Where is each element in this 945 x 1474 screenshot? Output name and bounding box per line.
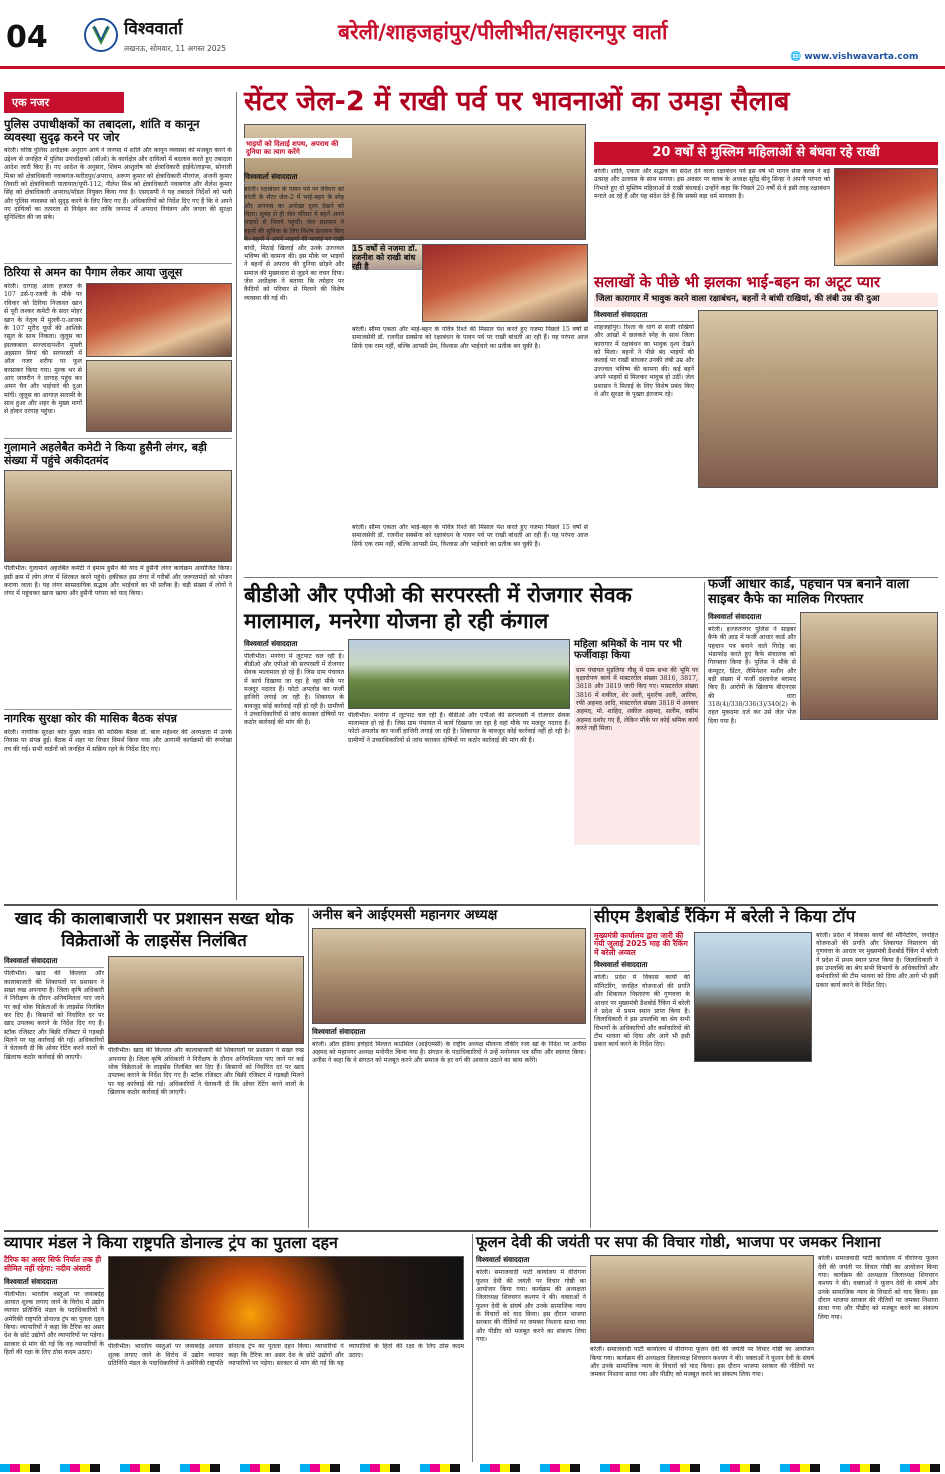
bdo-body: पीलीभीत। मनरेगा में लूटपाट चल रही है। बीडीओ और एपीओ की सरपरस्ती में रोजगार सेवक मालामाल हो रहे हैं। जिस ग्राम पंचायत में कार्य दिखाया जा रहा है वहां मौके पर मजदूर नदारद हैं। फोटो अपलोड कर फर्जी हाजिरी लगाई जा रही है। शिकायत के बावजूद कोई कार्रवाई नहीं हो रही है। ग्रामीणों ने उच्चाधिकारियों से जांच कराकर दोषियों पर कठोर कार्रवाई की मांग की है। [244,652,344,727]
lead-bottom-text: बरेली। सौम्य एकता और भाई-बहन के पवित्र रिश्ते की मिसाल पेश करते हुए नजमा पिछले 15 वर्षों से समाजसेवी डॉ. रजनीश सक्सेना को रक्षाबंधन के पावन पर्व पर राखी बांधती आ रही हैं। यह परंपरा आज सिर्फ एक रस्म नहीं, बल्कि आपसी प्रेम, विश्वास और भाईचारे का प्रतीक बन चुकी है। [352,524,588,548]
logo-v-icon [86,20,116,50]
aadhaar-photo [800,612,938,720]
bdo-side-body: ग्राम पंचायत मुड़लिया गौसू में ग्राम सभा की भूमि पर वृक्षारोपण कार्य में मास्टररोल संख्या 3816, 3817, 3818 और 3819 जारी किए गए। मास्टररोल संख्या 3816 में शकील, शेर अली, मुशर्रफ अली, आरिफ, रफी अहमद आदि, मास्टररोल संख्या 3818 में अनवार अहमद, मो. शाहिद, शकील अहमद, सलीम, वसीम अहमद दर्शाए गए हैं, लेकिन मौके पर कोई श्रमिक कार्य करते नहीं मिला। [574,665,700,845]
fertilizer-body-cont: पीलीभीत। खाद की किल्लत और कालाबाजारी की शिकायतों पर प्रशासन ने सख्त रुख अपनाया है। जिला कृषि अधिकारी ने निरीक्षण के दौरान अनियमितता पाए जाने पर कई थोक विक्रेताओं के लाइसेंस निलंबित कर दिए हैं। किसानों को निर्धारित दर पर खाद उपलब्ध कराने के निर्देश दिए गए हैं। स्टॉक रजिस्टर और बिक्री रजिस्टर में गड़बड़ी मिलने पर यह कार्रवाई की गई। अधिकारियों ने चेतावनी दी कि ओवर रेटिंग करने वालों के खिलाफ कठोर कार्रवाई की जाएगी। [108,1047,304,1096]
cm-dashboard-headline: सीएम डैशबोर्ड रैंकिंग में बरेली ने किया टॉप [594,907,856,927]
cm-dashboard-byline: विश्ववार्ता संवाददाता [594,960,690,972]
rajneesh-headline: 15 वर्षों से नजमा डॉ. रजनीश को राखी बांध रही है [352,244,418,272]
story4-body: बरेली। नागरिक सुरक्षा कोर मुख्य वार्डन की मासिक बैठक डॉ. बाल महेश्वर की अध्यक्षता में उनके निवास पर संपन्न हुई। बैठक में शहर पर विचार विमर्श किया गया और आगामी कार्यक्रमों की रूपरेखा तय की गई। सभी वार्डनों को जनहित में सक्रिय रहने के निर्देश दिए गए। [4,729,232,753]
story3-body: पीलीभीत। गुलामाने अहलेबैत कमेटी ने इमाम हुसैन की याद में हुसैनी लंगर कार्यक्रम आयोजित किया। इसी क्रम में लोग लंगर में शिरकत करने पहुंचे। हकीकत इस लंगर में गरीबों और जरूरतमंदों को भोजन कराया जाता है। यह लंगर साम्प्रदायिक सद्भाव और भाईचारे का भी प्रतीक है। बड़ी संख्या में लोगों ने लंगर में पहुंचकर खाना खाया और हुसैनी परंपरा को याद किया। [4,565,232,598]
fertilizer-story [4,908,304,1228]
section-title: बरेली/शाहजहांपुर/पीलीभीत/सहारनपुर वार्ता [338,20,668,44]
left-column [4,92,232,900]
lead-body: बरेली। रक्षाबंधन के पावन पर्व पर रविवार को बरेली के सेंटर जेल-2 में भाई-बहन के स्नेह और अपनत्व का अनोखा दृश्य देखने को मिला। सुबह से ही जेल परिसर में बहनें अपने भाइयों से मिलने पहुंचीं। जेल प्रशासन ने बहनों की सुविधा के लिए विशेष इंतजाम किए थे। बहनों ने अपने भाइयों की कलाई पर राखी बांधी, मिठाई खिलाई और उनके उज्ज्वल भविष्य की कामना की। इस मौके पर भाइयों ने बहनों से अपराध की दुनिया छोड़ने और समाज की मुख्यधारा से जुड़ने का वचन दिया। जेल अधीक्षक ने बताया कि त्योहार पर कैदियों को परिवार से मिलाने की विशेष व्यवस्था की गई थी। [244,186,344,302]
rajneesh-body: बरेली। सौम्य एकता और भाई-बहन के पवित्र रिश्ते की मिसाल पेश करते हुए नजमा पिछले 15 वर्षों से समाजसेवी डॉ. रजनीश सक्सेना को रक्षाबंधन के पावन पर्व पर राखी बांधती आ रही हैं। यह परंपरा आज सिर्फ एक रस्म नहीं, बल्कि आपसी प्रेम, विश्वास और भाईचारे का प्रतीक बन चुकी है। [352,326,588,350]
bdo-byline: विश्ववार्ता संवाददाता [244,639,344,651]
phoolan-body-col3: बरेली। समाजवादी पार्टी कार्यालय में वीरांगना फूलन देवी की जयंती पर विचार गोष्ठी का आयोजन किया गया। कार्यक्रम की अध्यक्षता जिलाध्यक्ष शिवचरन कश्यप ने की। वक्ताओं ने फूलन देवी के संघर्ष और उनके सामाजिक न्याय के विचारों को याद किया। इस दौरान भाजपा सरकार की नीतियों पर जमकर निशाना साधा गया और पीडीए को मजबूत करने का संकल्प लिया गया। [818,1255,938,1321]
effigy-photo [108,1256,464,1340]
page-number: 04 [6,20,48,55]
muslim-sisters-headline: 20 वर्षों से मुस्लिम महिलाओं से बंधवा रहे राखी [594,142,938,165]
imc-story [312,908,586,1228]
cm-dashboard-body-cont: बरेली। प्रदेश में विकास कार्यों की मॉनिटरिंग, जनहित योजनाओं की प्रगति और शिकायत निस्तारण की गुणवत्ता के आधार पर मुख्यमंत्री डैशबोर्ड रैंकिंग में बरेली ने प्रदेश में प्रथम स्थान प्राप्त किया है। जिलाधिकारी ने इस उपलब्धि का श्रेय सभी विभागों के अधिकारियों और कर्मचारियों की टीम भावना को दिया और आगे भी इसी प्रकार कार्य करने के निर्देश दिए। [816,931,938,989]
cm-dashboard-body: बरेली। प्रदेश में विकास कार्यों की मॉनिटरिंग, जनहित योजनाओं की प्रगति और शिकायत निस्तारण की गुणवत्ता के आधार पर मुख्यमंत्री डैशबोर्ड रैंकिंग में बरेली ने प्रदेश में प्रथम स्थान प्राप्त किया है। जिलाधिकारी ने इस उपलब्धि का श्रेय सभी विभागों के अधिकारियों और कर्मचारियों की टीम भावना को दिया और आगे भी इसी प्रकार कार्य करने के निर्देश दिए। [594,974,690,1049]
bdo-photo-1 [348,639,570,709]
cm-dashboard-story [594,908,938,1228]
bdo-story [244,582,700,902]
fertilizer-headline: खाद की कालाबाजारी पर प्रशासन सख्त थोक विक्रेताओं के लाइसेंस निलंबित [14,909,294,952]
aadhaar-story [708,578,938,902]
lead-headline: सेंटर जेल-2 में राखी पर्व पर भावनाओं का उमड़ा सैलाब [244,86,790,117]
bdo-body-cont: पीलीभीत। मनरेगा में लूटपाट चल रही है। बीडीओ और एपीओ की सरपरस्ती में रोजगार सेवक मालामाल हो रहे हैं। जिस ग्राम पंचायत में कार्य दिखाया जा रहा है वहां मौके पर मजदूर नदारद हैं। फोटो अपलोड कर फर्जी हाजिरी लगाई जा रही है। शिकायत के बावजूद कोई कार्रवाई नहीं हो रही है। ग्रामीणों ने उच्चाधिकारियों से जांच कराकर दोषियों पर कठोर कार्रवाई की मांग की है। [348,711,570,744]
lead-byline: विश्ववार्ता संवाददाता [244,172,344,184]
lead-text-block [244,172,344,574]
brand-name: विश्ववार्ता [124,19,183,39]
fertilizer-byline: विश्ववार्ता संवाददाता [4,956,104,968]
jail-bonds-photo [698,310,938,488]
imc-body: बरेली। ऑल इंडिया इत्तेहादे मिल्लत काउंसिल (आईएमसी) के राष्ट्रीय अध्यक्ष मौलाना तौकीर रजा खां के निर्देश पर अनीस अहमद को महानगर अध्यक्ष मनोनीत किया गया है। संगठन के पदाधिकारियों ने उन्हें मनोनयन पत्र सौंपा और स्वागत किया। अनीस ने कहा कि वे संगठन को मजबूत करने और समाज के हर वर्ग की आवाज उठाने का काम करेंगे। [312,1040,586,1065]
effigy-kicker: टैरिफ का असर सिर्फ निर्यात तक ही सीमित नहीं रहेगा: नदीम अंसारी [4,1255,102,1274]
bdo-side-headline: महिला श्रमिकों के नाम पर भी फर्जीवाड़ा किया [574,638,682,661]
phoolan-story [476,1234,938,1462]
website-url[interactable]: www.vishwavarta.com [804,52,919,62]
jail-bonds-headline: सलाखों के पीछे भी झलका भाई-बहन का अटूट प्यार [594,273,881,291]
lead-kicker: भाइयों को दिलाई शपथ, अपराध की दुनिया का त्याग करेंगे [244,138,352,158]
color-registration-strip [0,1464,945,1472]
effigy-body: पीलीभीत। भारतीय वस्तुओं पर जवाबदेह आयात शुल्क लगाए जाने के विरोध में उद्योग व्यापार प्रतिनिधि मंडल के पदाधिकारियों ने अमेरिकी राष्ट्रपति डोनाल्ड ट्रंप का पुतला दहन किया। व्यापारियों ने कहा कि टैरिफ का असर देश के छोटे उद्योगों और व्यापारियों पर पड़ेगा। सरकार से मांग की गई कि वह व्यापारियों के हितों की रक्षा के लिए ठोस कदम उठाए। [4,1290,104,1357]
rajneesh-box [352,244,588,520]
fertilizer-photo [108,956,304,1044]
phoolan-headline: फूलन देवी की जयंती पर सपा की विचार गोष्ठी, भाजपा पर जमकर निशाना [476,1233,881,1251]
effigy-headline: व्यापार मंडल ने किया राष्ट्रपति डोनाल्ड ट्रंप का पुतला दहन [4,1233,338,1252]
rakhi-photo [422,244,588,322]
phoolan-body: बरेली। समाजवादी पार्टी कार्यालय में वीरांगना फूलन देवी की जयंती पर विचार गोष्ठी का आयोजन किया गया। कार्यक्रम की अध्यक्षता जिलाध्यक्ष शिवचरन कश्यप ने की। वक्ताओं ने फूलन देवी के संघर्ष और उनके सामाजिक न्याय के विचारों को याद किया। इस दौरान भाजपा सरकार की नीतियों पर जमकर निशाना साधा गया और पीडीए को मजबूत करने का संकल्प लिया गया। [476,1269,586,1344]
story2-body: बरेली। दरगाह आला हजरत के 107 उर्स-ए-रजवी के मौके पर रविवार को ठिरिया निजावत खान से पूरी लश्कर कमेटी के सदर मोहर खान के नेतृत्व में मुल्ली-ए-आजम के 107 मुरीद यूथों की आशिक़े रसूल के साथ निकला। जुलूस का इस्तकबाल सज्जादानशीन मुफ्ती अहसान मियां की सरपरस्ती में ऑल नजर शरीफ पर फूल बरसाकर किया गया। मुल्क भर से आए जायरीन ने दरगाह पहुंच कर अमन चैन और भाईचारे की दुआ मांगी। जुलूस का आगाज़ सलामी के साथ हुआ और शहर के मुख्य मार्गों से होकर दरगाह पहुंचा। [4,283,82,416]
effigy-body-cont: पीलीभीत। भारतीय वस्तुओं पर जवाबदेह आयात शुल्क लगाए जाने के विरोध में उद्योग व्यापार प्रतिनिधि मंडल के पदाधिकारियों ने अमेरिकी राष्ट्रपति डोनाल्ड ट्रंप का पुतला दहन किया। व्यापारियों ने कहा कि टैरिफ का असर देश के छोटे उद्योगों और व्यापारियों पर पड़ेगा। सरकार से मांग की गई कि वह व्यापारियों के हितों की रक्षा के लिए ठोस कदम उठाए। [108,1343,464,1368]
imc-headline: अनीस बने आईएमसी महानगर अध्यक्ष [312,907,498,923]
effigy-story [4,1234,468,1462]
phoolan-byline: विश्ववार्ता संवाददाता [476,1255,586,1267]
section-label: एक नजर [4,92,124,113]
imc-byline: विश्ववार्ता संवाददाता [312,1027,586,1039]
story1-headline: पुलिस उपाधीक्षकों का तबादला, शांति व कानून व्यवस्था सुदृढ़ करने पर जोर [4,117,200,145]
muslim-sisters-photo [834,168,938,266]
imc-photo [312,928,586,1024]
jail-bonds-body: शाहजहांपुर। रिश्ता के धागे से सजी राखियों और आंखों में छलकते स्नेह के साथ जिला कारागार में रक्षाबंधन का भावुक दृश्य देखने को मिला। बहनों ने पीछे बंद भाइयों की कलाई पर राखी बांधकर उनकी लंबी उम्र और उज्ज्वल भविष्य की कामना की। कई बहनें अपने भाइयों से मिलकर भावुक हो उठीं। जेल प्रशासन ने मिलाई के लिए विशेष प्रबंध किए थे और सुरक्षा के पुख्ता इंतजाम रहे। [594,324,694,398]
jail-bonds-subhead: जिला कारागार में भावुक करने वाला रक्षाबंधन, बहनों ने बांधी राखियां, की लंबी उम्र की दुआ [594,293,938,307]
fertilizer-body: पीलीभीत। खाद की किल्लत और कालाबाजारी की शिकायतों पर प्रशासन ने सख्त रुख अपनाया है। जिला कृषि अधिकारी ने निरीक्षण के दौरान अनियमितता पाए जाने पर कई थोक विक्रेताओं के लाइसेंस निलंबित कर दिए हैं। किसानों को निर्धारित दर पर खाद उपलब्ध कराने के निर्देश दिए गए हैं। स्टॉक रजिस्टर और बिक्री रजिस्टर में गड़बड़ी मिलने पर यह कार्रवाई की गई। अधिकारियों ने चेतावनी दी कि ओवर रेटिंग करने वालों के खिलाफ कठोर कार्रवाई की जाएगी। [4,970,104,1061]
story1-body: बरेली। वरिष्ठ पुलिस अधीक्षक अनुराग आर्य ने जनपद में शांति और कानून व्यवस्था को मजबूत करने के उद्देश्य से जनहित में पुलिस उपाधीक्षकों (सीओ) के कार्यक्षेत्र और दायित्वों में बदलाव करते हुए तबादला आदेश जारी किए हैं। नए आदेश के अनुसार, शिवम आशुतोष को क्षेत्राधिकारी हाईवे/लाइन्स, सोनाली मिश्रा को क्षेत्राधिकारी नवाबगंज-फरीदपुर/अपराध, अरूण कुमार को क्षेत्राधिकारी मीरगंज, अंजनी कुमार तिवारी को क्षेत्राधिकारी यातायात/यूपी-112, नीलेश मिश्र को क्षेत्राधिकारी नवाबगंज और शैलेश कुमार सिंह को क्षेत्राधिकारी अपराध/मॉडल नियुक्त किया गया है। एसएसपी ने यह तबादले निर्देशों को भली और पुलिस व्यवस्था को सुदृढ़ करने के लिए किए गए हैं। अधिकारियों को निर्देश दिए गए हैं कि वे अपने नए दायित्वों का तत्परता से निर्वहन कर ताकि जनपद में अपराध नियंत्रण और जनता की सुरक्षा सुनिश्चित की जा सके। [4,147,232,222]
story4-headline: नागरिक सुरक्षा कोर की मासिक बैठक संपन्न [4,709,232,726]
jail-bonds-byline: विश्ववार्ता संवाददाता [594,310,694,322]
aadhaar-headline: फर्जी आधार कार्ड, पहचान पत्र बनाने वाला साइबर कैफे का मालिक गिरफ्तार [708,577,910,607]
globe-icon: 🌐 [790,52,802,62]
effigy-byline: विश्ववार्ता संवाददाता [4,1277,104,1289]
jail-bonds-story [594,274,938,574]
dateline: लखनऊ, सोमवार, 11 अगस्त 2025 [124,44,227,53]
muslim-sisters-story [594,142,938,270]
story2-photo-2 [86,360,232,432]
website-line [790,52,918,62]
brand-logo [84,18,118,52]
muslim-sisters-body: बरेली। शांति, एकता और सद्भाव का संदेश देने वाला रक्षाबंधन पर्व इस वर्ष भी मानव सेवा क्लब ने बड़े उत्साह और उल्लास के साथ मनाया। इस अवसर पर क्लब के अध्यक्ष सुरेंद्र बीनू सिन्हा ने अपनी परंपरा को निभाते हुए दो मुस्लिम महिलाओं से राखी बंधवाई। उन्होंने कहा कि पिछले 20 वर्षों से वे इसी तरह रक्षाबंधन मनाते आ रहे हैं और यह संदेश देते हैं कि सबसे बड़ा धर्म मानवता है। [594,167,830,201]
cm-dashboard-kicker: मुख्यमंत्री कार्यालय द्वारा जारी की गयी जुलाई 2025 माह की रैकिंग में बरेली अव्वल [594,930,688,957]
phoolan-photo [590,1255,814,1343]
story2-photo-1 [86,283,232,357]
story2-headline: ठिरिया से अमन का पैगाम लेकर आया जुलूस [4,263,232,280]
bdo-headline: बीडीओ और एपीओ की सरपरस्ती में रोजगार सेवक मालामाल, मनरेगा योजना हो रही कंगाल [244,583,632,634]
story3-headline: गुलामाने अहलेबैत कमेटी ने किया हुसैनी लंगर, बड़ी संख्या में पहुंचे अकीदतमंद [4,438,232,467]
story3-photo [4,470,232,562]
aadhaar-body: बरेली। इज्जतनगर पुलिस ने साइबर कैफे की आड़ में फर्जी आधार कार्ड और पहचान पत्र बनाने वाले गिरोह का भंडाफोड़ करते हुए कैफे संचालक को गिरफ्तार किया है। पुलिस ने मौके से कंप्यूटर, प्रिंटर, लैमिनेशन मशीन और बड़ी संख्या में फर्जी दस्तावेज बरामद किए हैं। आरोपी के खिलाफ बीएनएस की धारा 318(4)/338/336(3)/340(2) के तहत मुकदमा दर्ज कर उसे जेल भेज दिया गया है। [708,625,796,725]
aadhaar-byline: विश्ववार्ता संवाददाता [708,612,796,624]
masthead [0,0,945,70]
phoolan-body-cont: बरेली। समाजवादी पार्टी कार्यालय में वीरांगना फूलन देवी की जयंती पर विचार गोष्ठी का आयोजन किया गया। कार्यक्रम की अध्यक्षता जिलाध्यक्ष शिवचरन कश्यप ने की। वक्ताओं ने फूलन देवी के संघर्ष और उनके सामाजिक न्याय के विचारों को याद किया। इस दौरान भाजपा सरकार की नीतियों पर जमकर निशाना साधा गया और पीडीए को मजबूत करने का संकल्प लिया गया। [590,1346,814,1379]
dm-portrait-photo [694,932,812,1062]
